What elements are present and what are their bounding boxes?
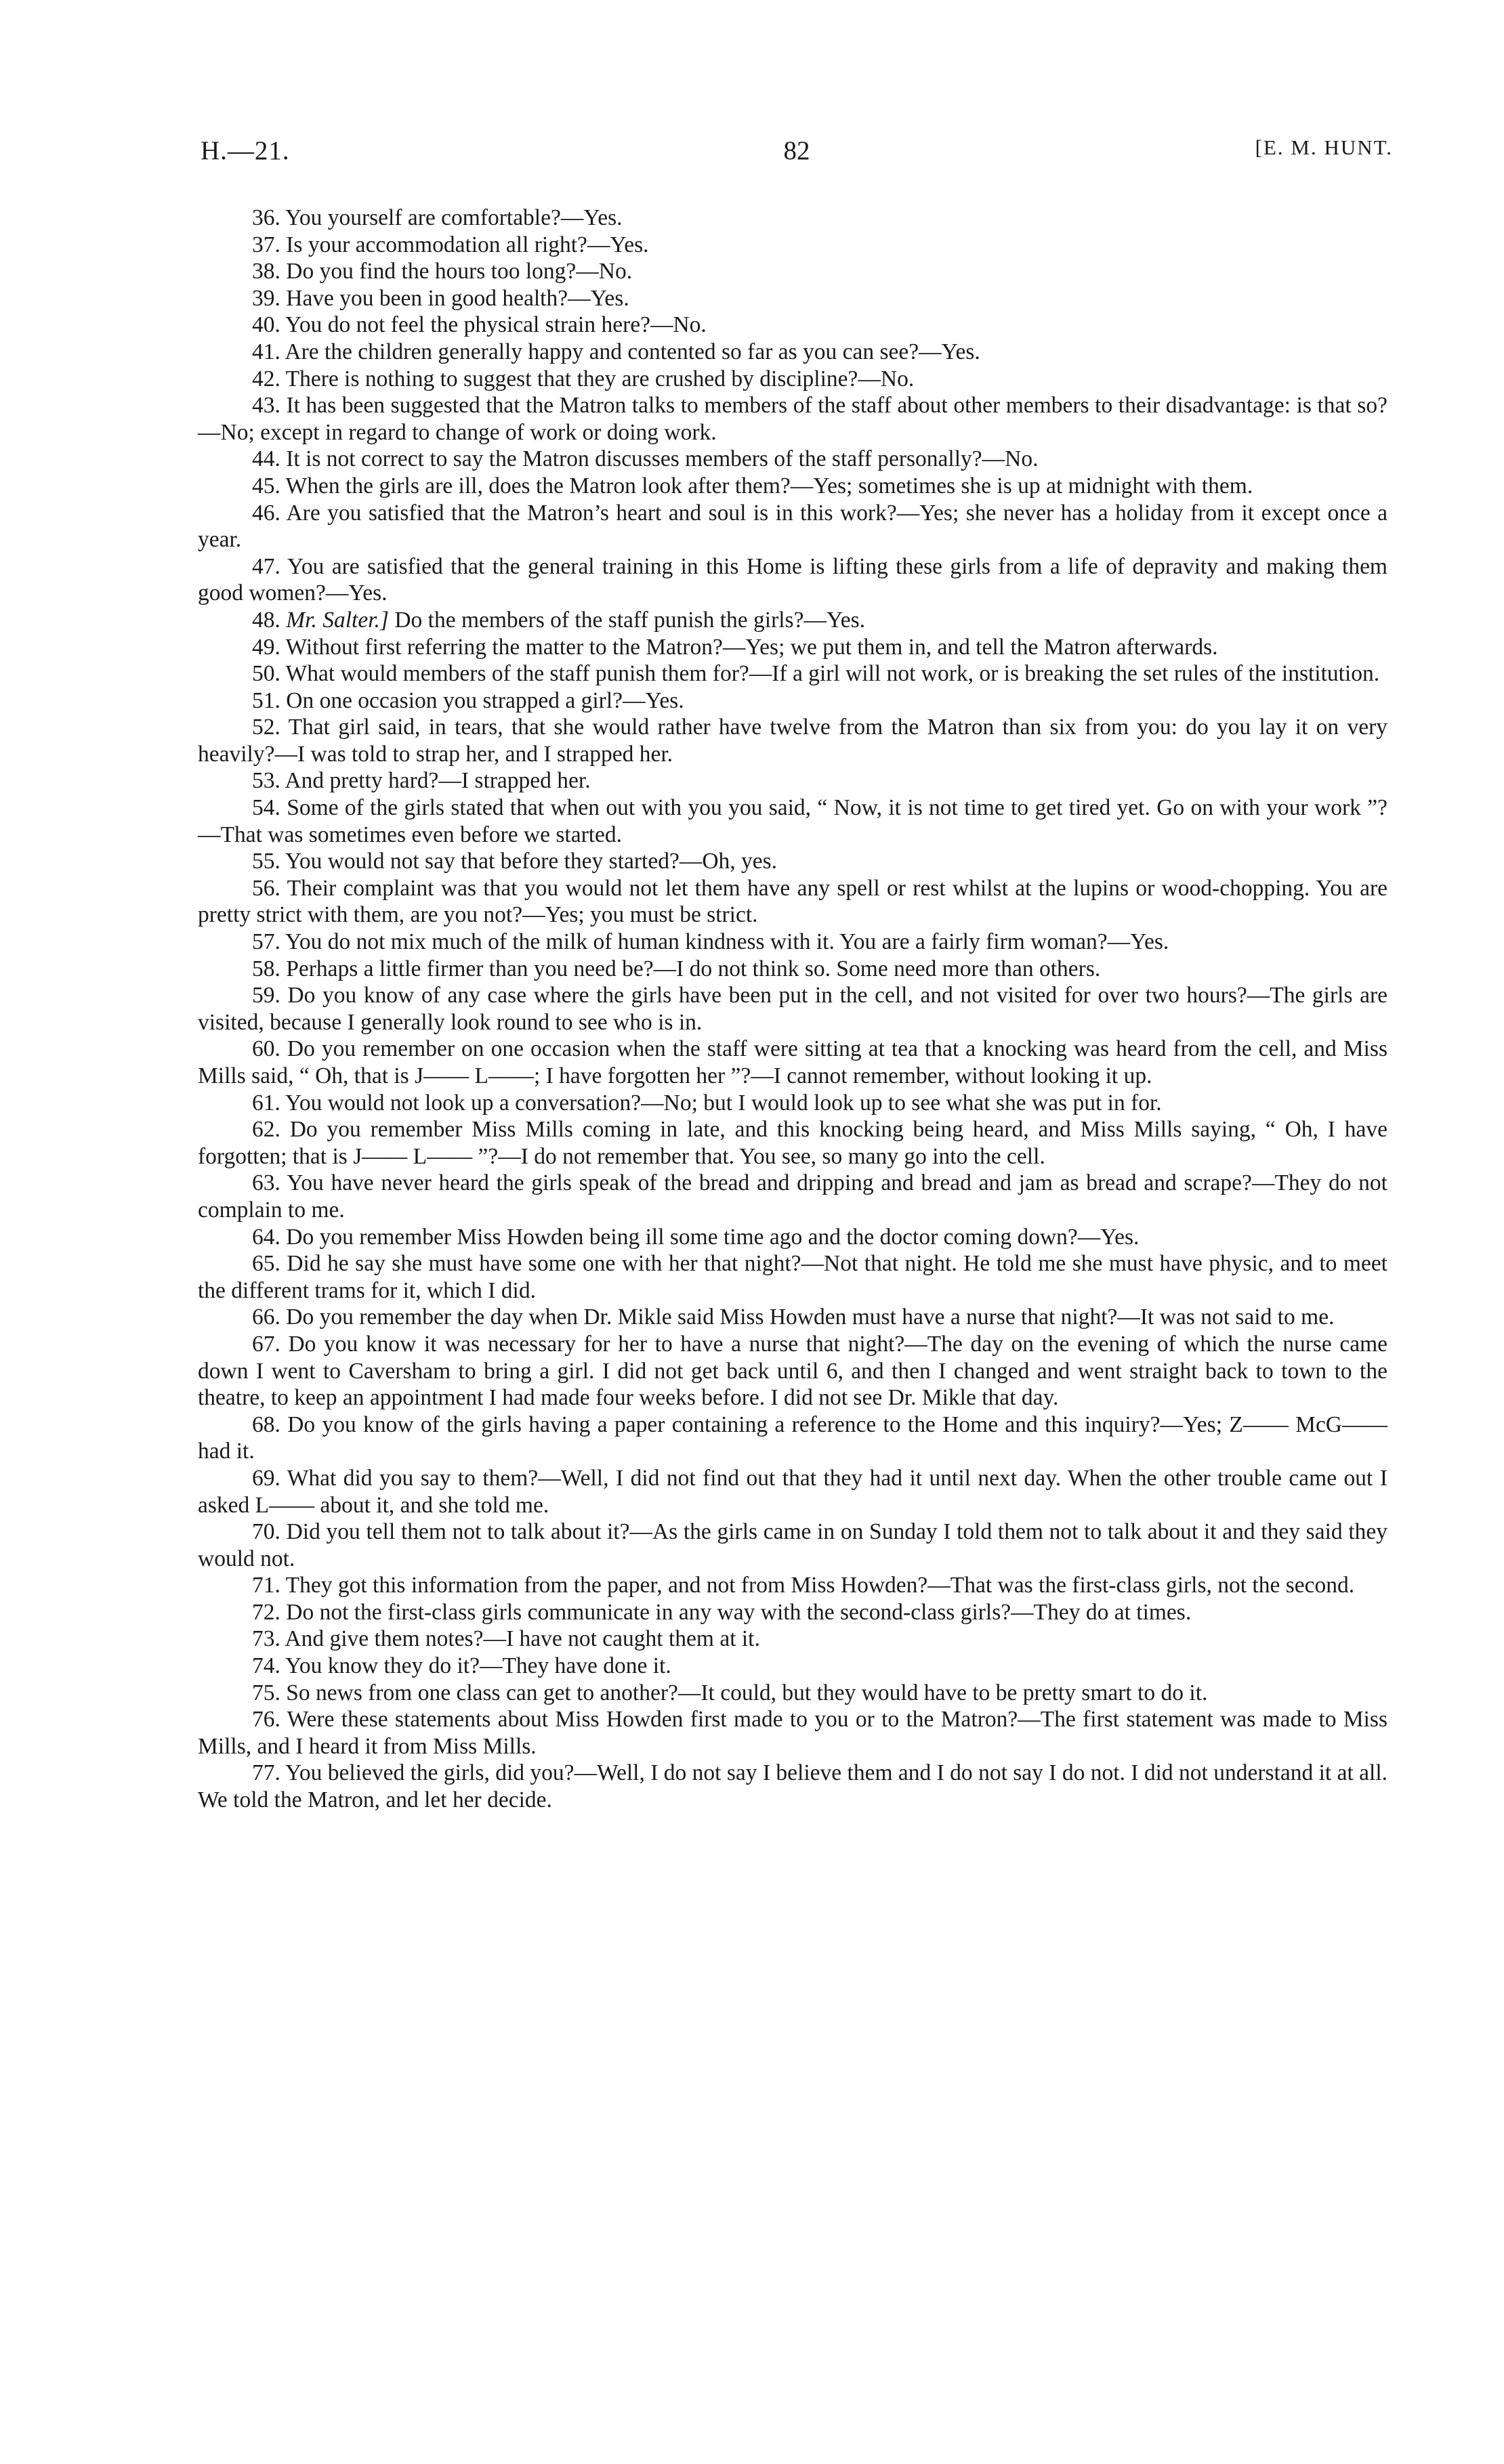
testimony-body xyxy=(198,205,1387,1814)
question-number: 60. xyxy=(252,1036,280,1062)
speaker-name: Mr. Salter.] xyxy=(286,607,389,633)
qa-text: You believed the girls, did you?—Well, I do not say I believe them and I do not say I do not. I did not understand it at all. We told the Matron, and let her decide. xyxy=(198,1760,1388,1813)
qa-item-63 xyxy=(198,1170,1387,1223)
question-number: 67. xyxy=(252,1331,280,1357)
qa-item-73 xyxy=(198,1626,1387,1653)
qa-text: So news from one class can get to another?—It could, but they would have to be pretty smart to do it. xyxy=(286,1680,1208,1705)
qa-item-58 xyxy=(198,956,1387,983)
question-number: 39. xyxy=(252,285,280,311)
qa-text: Do you find the hours too long?—No. xyxy=(286,259,633,284)
qa-item-45 xyxy=(198,473,1387,500)
question-number: 47. xyxy=(252,553,280,579)
qa-item-47 xyxy=(198,553,1387,607)
question-number: 58. xyxy=(252,956,280,981)
qa-item-70 xyxy=(198,1518,1387,1572)
question-number: 76. xyxy=(252,1707,280,1733)
qa-text: On one occasion you strapped a girl?—Yes. xyxy=(286,687,684,713)
question-number: 72. xyxy=(252,1599,280,1625)
qa-text: Have you been in good health?—Yes. xyxy=(286,285,629,311)
qa-item-46 xyxy=(198,500,1387,553)
qa-text: Some of the girls stated that when out with you you said, “ Now, it is not time to get tired yet. Go on with your work ”?—That was sometimes even before we started. xyxy=(198,795,1388,847)
qa-item-76 xyxy=(198,1706,1387,1760)
question-number: 38. xyxy=(252,259,280,284)
qa-item-57 xyxy=(198,929,1387,956)
qa-item-52 xyxy=(198,714,1387,767)
qa-text: Do you remember Miss Howden being ill some time ago and the doctor coming down?—Yes. xyxy=(286,1224,1140,1250)
qa-item-75 xyxy=(198,1680,1387,1707)
qa-item-64 xyxy=(198,1224,1387,1251)
qa-item-68 xyxy=(198,1411,1387,1465)
witness-name: [E. M. HUNT. xyxy=(1255,135,1393,159)
question-number: 44. xyxy=(252,446,280,472)
question-number: 68. xyxy=(252,1411,280,1437)
qa-text: What would members of the staff punish them for?—If a girl will not work, or is breaking the set rules of the institution. xyxy=(285,661,1380,687)
qa-item-44 xyxy=(198,446,1387,473)
qa-item-72 xyxy=(198,1599,1387,1626)
qa-text: Do you know it was necessary for her to have a nurse that night?—The day on the evening of which the nurse came down I went to Caversham to bring a girl. I did not get back until 6, and then I changed and went straight back to town to the theatre, to keep an appointment I had made four weeks before. I did not see Dr. Mikle that day. xyxy=(198,1331,1388,1411)
question-number: 63. xyxy=(252,1170,280,1196)
qa-text: Without first referring the matter to the Matron?—Yes; we put them in, and tell the Matron afterwards. xyxy=(285,634,1218,660)
qa-text: Were these statements about Miss Howden first made to you or to the Matron?—The first statement was made to Miss Mills, and I heard it from Miss Mills. xyxy=(198,1707,1387,1759)
question-number: 55. xyxy=(252,849,280,874)
question-number: 41. xyxy=(252,339,280,364)
qa-text: You are satisfied that the general training in this Home is lifting these girls from a life of depravity and making them good women?—Yes. xyxy=(198,553,1387,606)
question-number: 51. xyxy=(252,687,280,713)
qa-item-40 xyxy=(198,312,1387,339)
qa-text: It is not correct to say the Matron discusses members of the staff personally?—No. xyxy=(286,446,1039,472)
qa-text: You would not look up a conversation?—No; but I would look up to see what she was put in for. xyxy=(285,1090,1162,1116)
page-header xyxy=(201,135,1393,176)
question-number: 49. xyxy=(252,634,280,660)
question-number: 57. xyxy=(252,929,280,955)
qa-text: You know they do it?—They have done it. xyxy=(285,1653,671,1679)
qa-text: Did he say she must have some one with her that night?—Not that night. He told me she must have physic, and to meet the different trams for it, which I did. xyxy=(198,1251,1387,1303)
qa-item-51 xyxy=(198,687,1387,715)
qa-text: Their complaint was that you would not let them have any spell or rest whilst at the lupins or wood-chopping. You are pretty strict with them, are you not?—Yes; you must be strict. xyxy=(198,875,1387,928)
question-number: 43. xyxy=(252,393,280,419)
qa-item-66 xyxy=(198,1304,1387,1331)
question-number: 77. xyxy=(252,1760,280,1786)
qa-item-49 xyxy=(198,634,1387,661)
qa-item-74 xyxy=(198,1653,1387,1680)
question-number: 52. xyxy=(252,715,280,740)
qa-item-53 xyxy=(198,767,1387,794)
question-number: 74. xyxy=(252,1653,280,1679)
question-number: 53. xyxy=(252,768,280,794)
qa-item-36 xyxy=(198,205,1387,232)
question-number: 46. xyxy=(252,500,280,526)
qa-item-50 xyxy=(198,660,1387,687)
question-number: 37. xyxy=(252,232,280,257)
question-number: 59. xyxy=(252,983,280,1008)
question-number: 75. xyxy=(252,1680,280,1705)
qa-text: Is your accommodation all right?—Yes. xyxy=(286,232,649,257)
question-number: 36. xyxy=(252,205,280,230)
qa-item-67 xyxy=(198,1331,1387,1411)
qa-item-61 xyxy=(198,1090,1387,1117)
qa-item-71 xyxy=(198,1572,1387,1599)
qa-item-54 xyxy=(198,794,1387,848)
qa-item-43 xyxy=(198,392,1387,446)
qa-text: Do you remember Miss Mills coming in late, and this knocking being heard, and Miss Mills saying, “ Oh, I have forgotten; that is J—— L—— ”?—I do not remember that. You see, so many go into the cell. xyxy=(198,1117,1387,1169)
qa-text: There is nothing to suggest that they are crushed by discipline?—No. xyxy=(285,366,915,391)
qa-text: You yourself are comfortable?—Yes. xyxy=(285,205,623,230)
qa-text: Perhaps a little firmer than you need be?—I do not think so. Some need more than others. xyxy=(286,956,1101,981)
question-number: 56. xyxy=(252,875,280,901)
qa-item-69 xyxy=(198,1465,1387,1518)
qa-item-65 xyxy=(198,1250,1387,1304)
qa-text: You have never heard the girls speak of the bread and dripping and bread and jam as bread and scrape?—They do not complain to me. xyxy=(198,1170,1387,1223)
qa-text: Do you know of any case where the girls have been put in the cell, and not visited for over two hours?—The girls are visited, because I generally look round to see who is in. xyxy=(198,983,1387,1035)
qa-text: It has been suggested that the Matron talks to members of the staff about other members to their disadvantage: is that so?—No; except in regard to change of work or doing work. xyxy=(198,393,1387,445)
qa-item-38 xyxy=(198,258,1387,285)
question-number: 42. xyxy=(252,366,280,391)
qa-item-59 xyxy=(198,982,1387,1036)
question-number: 73. xyxy=(252,1626,280,1652)
parliamentary-paper-reference: H.—21. xyxy=(201,136,290,165)
qa-text: They got this information from the paper, and not from Miss Howden?—That was the first-class girls, not the second. xyxy=(285,1573,1355,1598)
qa-text: Do the members of the staff punish the girls?—Yes. xyxy=(394,607,866,633)
question-number: 70. xyxy=(252,1519,280,1545)
question-number: 64. xyxy=(252,1224,280,1250)
question-number: 48. xyxy=(252,607,280,633)
qa-text: You do not feel the physical strain here?—No. xyxy=(285,312,707,338)
qa-item-60 xyxy=(198,1036,1387,1089)
qa-text: When the girls are ill, does the Matron look after them?—Yes; sometimes she is up at midnight with them. xyxy=(285,473,1253,498)
qa-item-56 xyxy=(198,875,1387,929)
qa-text: Did you tell them not to talk about it?—As the girls came in on Sunday I told them not to talk about it and they said they would not. xyxy=(198,1519,1388,1571)
question-number: 54. xyxy=(252,795,280,821)
qa-text: Are you satisfied that the Matron’s heart and soul is in this work?—Yes; she never has a holiday from it except once a year. xyxy=(198,500,1388,553)
qa-text: Do you remember on one occasion when the staff were sitting at tea that a knocking was heard from the cell, and Miss Mills said, “ Oh, that is J—— L——; I have forgotten her ”?—I cannot remember, without looking it up. xyxy=(198,1036,1388,1088)
qa-text: You would not say that before they started?—Oh, yes. xyxy=(285,849,778,874)
qa-item-55 xyxy=(198,848,1387,875)
question-number: 69. xyxy=(252,1465,280,1491)
question-number: 40. xyxy=(252,312,280,338)
qa-text: You do not mix much of the milk of human kindness with it. You are a fairly firm woman?—Yes. xyxy=(285,929,1169,955)
qa-item-62 xyxy=(198,1116,1387,1170)
qa-text: That girl said, in tears, that she would rather have twelve from the Matron than six from you: do you lay it on very heavily?—I was told to strap her, and I strapped her. xyxy=(198,715,1388,767)
qa-text: Are the children generally happy and contented so far as you can see?—Yes. xyxy=(285,339,980,364)
qa-text: Do you remember the day when Dr. Mikle said Miss Howden must have a nurse that night?—It was not said to me. xyxy=(286,1304,1335,1330)
question-number: 71. xyxy=(252,1573,280,1598)
qa-item-48 xyxy=(198,607,1387,634)
question-number: 50. xyxy=(252,661,280,687)
question-number: 61. xyxy=(252,1090,280,1116)
qa-item-42 xyxy=(198,366,1387,393)
qa-item-77 xyxy=(198,1760,1387,1813)
qa-text: Do you know of the girls having a paper containing a reference to the Home and this inquiry?—Yes; Z—— McG—— had it. xyxy=(198,1411,1388,1464)
question-number: 62. xyxy=(252,1117,280,1143)
qa-text: Do not the first-class girls communicate in any way with the second-class girls?—They do at times. xyxy=(286,1599,1192,1625)
question-number: 65. xyxy=(252,1251,280,1277)
qa-item-41 xyxy=(198,339,1387,366)
qa-item-37 xyxy=(198,232,1387,259)
qa-text: What did you say to them?—Well, I did not find out that they had it until next day. When the other trouble came out I asked L—— about it, and she told me. xyxy=(198,1465,1387,1518)
question-number: 66. xyxy=(252,1304,280,1330)
qa-text: And give them notes?—I have not caught them at it. xyxy=(285,1626,760,1652)
qa-item-39 xyxy=(198,285,1387,312)
page-number: 82 xyxy=(783,136,810,165)
question-number: 45. xyxy=(252,473,280,498)
qa-text: And pretty hard?—I strapped her. xyxy=(285,768,591,794)
